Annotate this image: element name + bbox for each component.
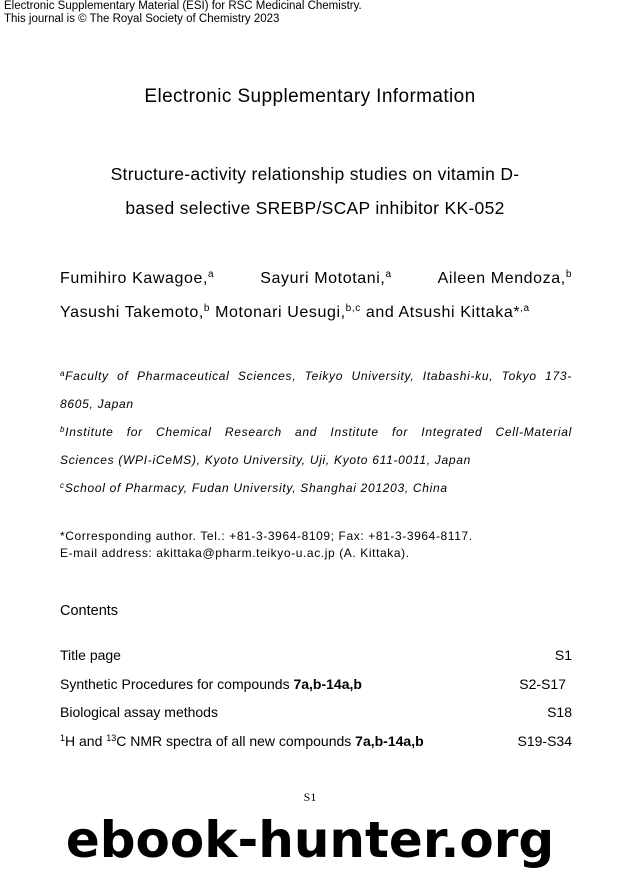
toc-page: S1 xyxy=(554,647,572,663)
paper-title-line2: based selective SREBP/SCAP inhibitor KK-052 xyxy=(125,198,505,218)
affiliation-b: $^b$Institute for Chemical Research and Institute for Integrated Cell-Material xyxy=(60,425,572,439)
author-list xyxy=(60,262,572,330)
author: and Atsushi Kittaka*$^{,a}$ xyxy=(365,303,530,321)
esi-header-line2: This journal is © The Royal Society of Chemistry 2023 xyxy=(4,13,280,25)
toc-page: S19-S34 xyxy=(517,732,572,749)
correspondence-phone: *Corresponding author. Tel.: +81-3-3964-8109; Fax: +81-3-3964-8117. xyxy=(60,529,473,543)
affiliation-a: $^a$Faculty of Pharmaceutical Sciences, Teikyo University, Itabashi-ku, Tokyo 173- xyxy=(60,369,572,383)
affiliations xyxy=(60,362,572,502)
toc-label: Title page xyxy=(60,647,121,663)
toc-page: S2-S17 xyxy=(519,675,566,692)
toc-row xyxy=(60,702,572,731)
author-line-1 xyxy=(60,262,572,296)
correspondence xyxy=(60,528,473,562)
author: Aileen Mendoza,$^b$ xyxy=(437,269,572,287)
paper-title xyxy=(60,157,570,225)
table-of-contents xyxy=(60,645,572,759)
affiliation-a-cont: 8605, Japan xyxy=(60,397,134,411)
author-line-2 xyxy=(60,296,572,330)
toc-page: S18 xyxy=(547,704,572,720)
paper-title-line1: Structure-activity relationship studies on vitamin D- xyxy=(110,164,520,184)
toc-row xyxy=(60,645,572,674)
correspondence-email: E-mail address: akittaka@pharm.teikyo-u.ac.jp (A. Kittaka). xyxy=(60,546,410,560)
page-number: S1 xyxy=(303,790,317,804)
toc-row xyxy=(60,731,572,760)
toc-label: Synthetic Procedures for compounds 7a,b-14a,b xyxy=(60,675,362,692)
contents-heading: Contents xyxy=(60,603,119,619)
affiliation-c: $^c$School of Pharmacy, Fudan University, Shanghai 201203, China xyxy=(60,481,448,495)
esi-header-line1: Electronic Supplementary Material (ESI) for RSC Medicinal Chemistry. xyxy=(4,0,362,12)
affiliation-b-cont: Sciences (WPI-iCeMS), Kyoto University, Uji, Kyoto 611-0011, Japan xyxy=(60,453,472,467)
toc-label: $^1$H and $^{13}$C NMR spectra of all new compounds 7a,b-14a,b xyxy=(60,732,424,749)
watermark: ebook-hunter.org xyxy=(65,811,555,869)
toc-row xyxy=(60,674,572,703)
esi-header xyxy=(4,0,362,26)
author: Motonari Uesugi,$^{b,c}$ xyxy=(215,303,361,321)
toc-label: Biological assay methods xyxy=(60,704,218,720)
author: Yasushi Takemoto,$^b$ xyxy=(60,303,211,321)
author: Fumihiro Kawagoe,$^a$ xyxy=(60,269,215,287)
author: Sayuri Mototani,$^a$ xyxy=(260,269,392,287)
esi-title: Electronic Supplementary Information xyxy=(144,86,476,107)
